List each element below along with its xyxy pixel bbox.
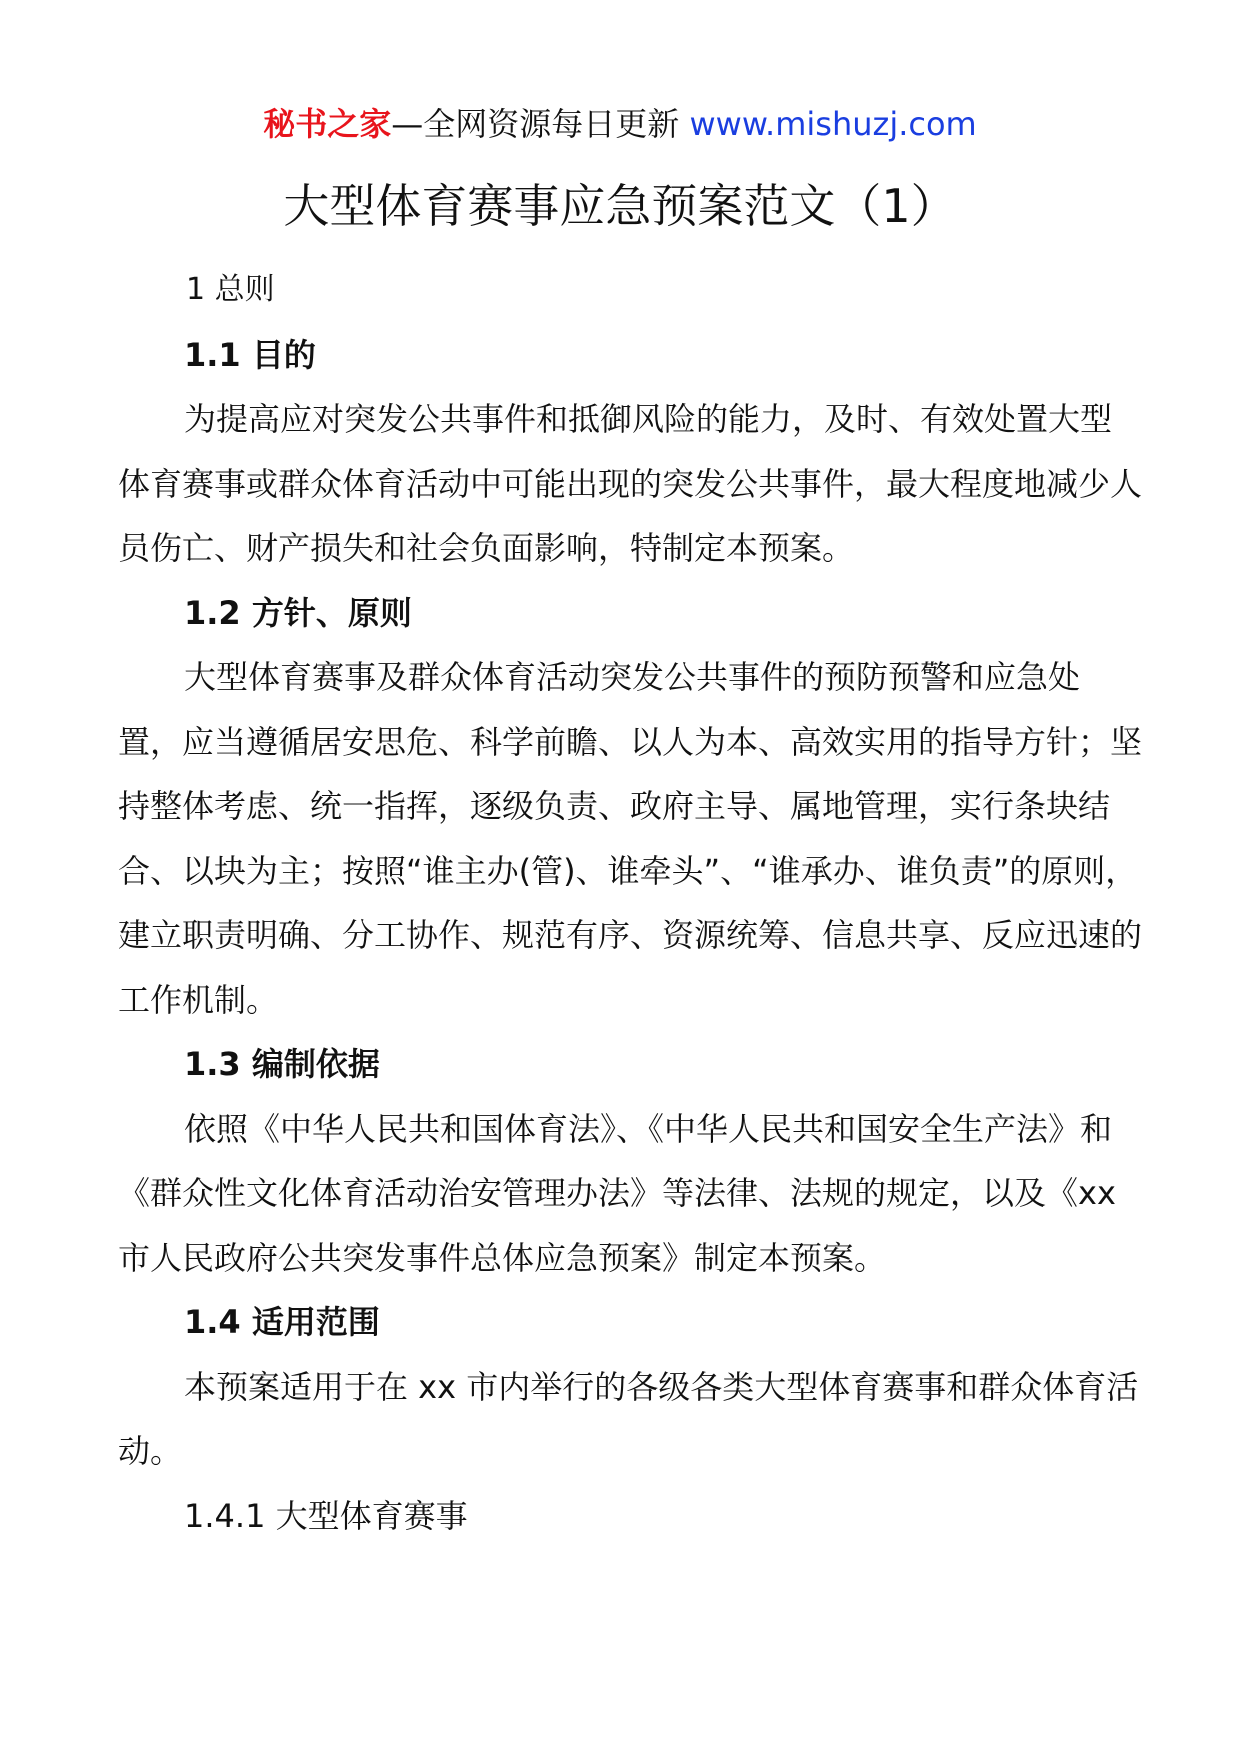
brand-name: 秘书之家 <box>263 105 392 143</box>
document-title: 大型体育赛事应急预案范文（1） <box>283 179 957 233</box>
heading-scope: 1.4 适用范围 <box>184 1303 380 1341</box>
site-url[interactable]: www.mishuzj.com <box>689 105 977 143</box>
site-header <box>0 100 1240 148</box>
paragraph-purpose: 为提高应对突发公共事件和抵御风险的能力，及时、有效处置大型体育赛事或群众体育活动中可能出现的突发公共事件，最大程度地减少人员伤亡、财产损失和社会负面影响，特制定本预案。 <box>118 400 1143 567</box>
paragraph-basis: 依照《中华人民共和国体育法》、《中华人民共和国安全生产法》和《群众性文化体育活动治安管理办法》等法律、法规的规定，以及《xx 市人民政府公共突发事件总体应急预案》制定本预案。 <box>118 1109 1116 1277</box>
document-body <box>118 258 1142 1548</box>
heading-basis: 1.3 编制依据 <box>184 1045 380 1083</box>
heading-large-events: 1.4.1 大型体育赛事 <box>184 1496 468 1535</box>
heading-general: 1 总则 <box>186 272 275 307</box>
heading-purpose: 1.1 目的 <box>184 335 316 374</box>
header-tagline: —全网资源每日更新 <box>391 105 680 143</box>
paragraph-principles: 大型体育赛事及群众体育活动突发公共事件的预防预警和应急处置，应当遵循居安思危、科学前瞻、以人为本、高效实用的指导方针；坚持整体考虑、统一指挥，逐级负责、政府主导、属地管理，实行条块结合、以块为主；按照“谁主办(管)、谁牵头”、“谁承办、谁负责”的原则，建立职责明确、分工协作、规范有序、资源统筹、信息共享、反应迅速的工作机制。 <box>118 658 1143 1019</box>
heading-principles: 1.2 方针、原则 <box>184 593 412 632</box>
paragraph-scope: 本预案适用于在 xx 市内举行的各级各类大型体育赛事和群众体育活动。 <box>118 1367 1139 1470</box>
